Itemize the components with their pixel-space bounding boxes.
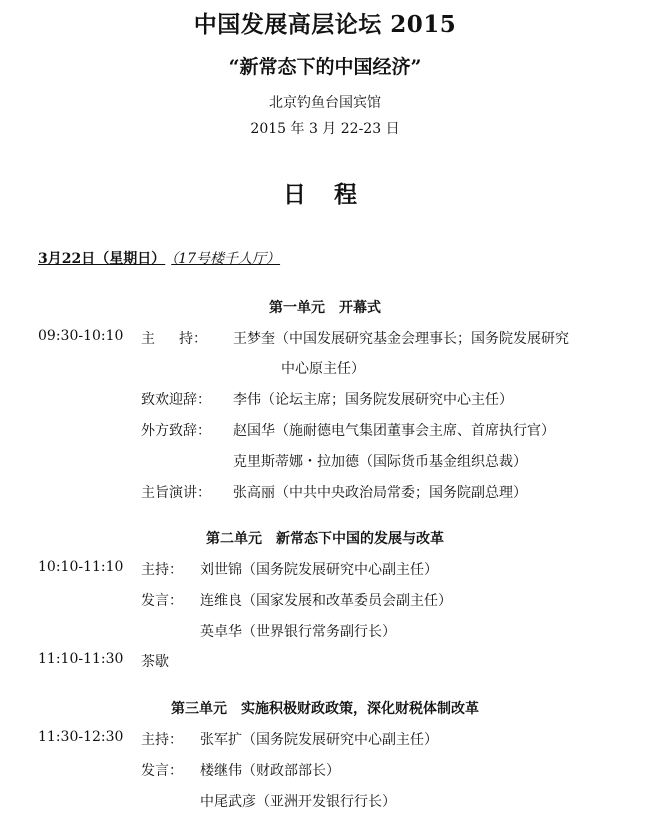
session-1-title: 第一单元 开幕式: [269, 300, 381, 316]
session-1-welcome-role: 致欢迎辞：: [141, 392, 211, 408]
day-room: （17号楼千人厅）: [171, 251, 281, 267]
session-3-speaker-2: 中尾武彦（亚洲开发银行行长）: [200, 794, 396, 810]
host-role-part-b: 持：: [179, 331, 207, 347]
break-label: 茶歇: [141, 654, 169, 670]
break-time: 11:10-11:30: [38, 651, 124, 667]
session-2-title: 第二单元 新常态下中国的发展与改革: [206, 531, 444, 547]
day-date: 3月22日（星期日）: [38, 251, 166, 267]
session-2-speaker-2: 英卓华（世界银行常务副行长）: [200, 624, 396, 640]
session-3-speaker-1: 楼继伟（财政部部长）: [200, 763, 340, 779]
session-1-keynote-role: 主旨演讲：: [141, 485, 211, 501]
forum-dates: 2015 年 3 月 22-23 日: [250, 121, 400, 137]
session-1-keynote-name: 张高丽（中共中央政治局常委；国务院副总理）: [233, 485, 527, 501]
session-3-host-name: 张军扩（国务院发展研究中心副主任）: [200, 732, 438, 748]
schedule-heading: 日 程: [282, 181, 367, 208]
session-1-foreign-name-2: 克里斯蒂娜・拉加德（国际货币基金组织总裁）: [233, 454, 527, 470]
forum-title: 中国发展高层论坛 2015: [193, 11, 457, 38]
session-3-host-role: 主持：: [141, 732, 183, 748]
session-1-foreign-role: 外方致辞：: [141, 423, 211, 439]
session-2-speaker-role: 发言：: [141, 593, 183, 609]
host-role-part-a: 主: [141, 331, 155, 347]
session-2-host-name: 刘世锦（国务院发展研究中心副主任）: [200, 562, 438, 578]
session-1-foreign-name-1: 赵国华（施耐德电气集团董事会主席、首席执行官）: [233, 423, 555, 439]
session-3-title: 第三单元 实施积极财政政策，深化财税体制改革: [171, 701, 479, 717]
session-3-time: 11:30-12:30: [38, 729, 124, 745]
day-heading: [38, 248, 280, 268]
session-2-speaker-1: 连维良（国家发展和改革委员会副主任）: [200, 593, 452, 609]
session-1-host-name-cont: 中心原主任）: [281, 361, 365, 377]
session-3-speaker-role: 发言：: [141, 763, 183, 779]
session-1-time: 09:30-10:10: [38, 328, 124, 344]
venue: 北京钓鱼台国宾馆: [269, 95, 381, 111]
forum-theme: “新常态下的中国经济”: [228, 56, 422, 78]
session-1-welcome-name: 李伟（论坛主席；国务院发展研究中心主任）: [233, 392, 513, 408]
session-1-host-name: 王梦奎（中国发展研究基金会理事长；国务院发展研究: [233, 331, 569, 347]
session-2-host-role: 主持：: [141, 562, 183, 578]
session-2-time: 10:10-11:10: [38, 559, 124, 575]
